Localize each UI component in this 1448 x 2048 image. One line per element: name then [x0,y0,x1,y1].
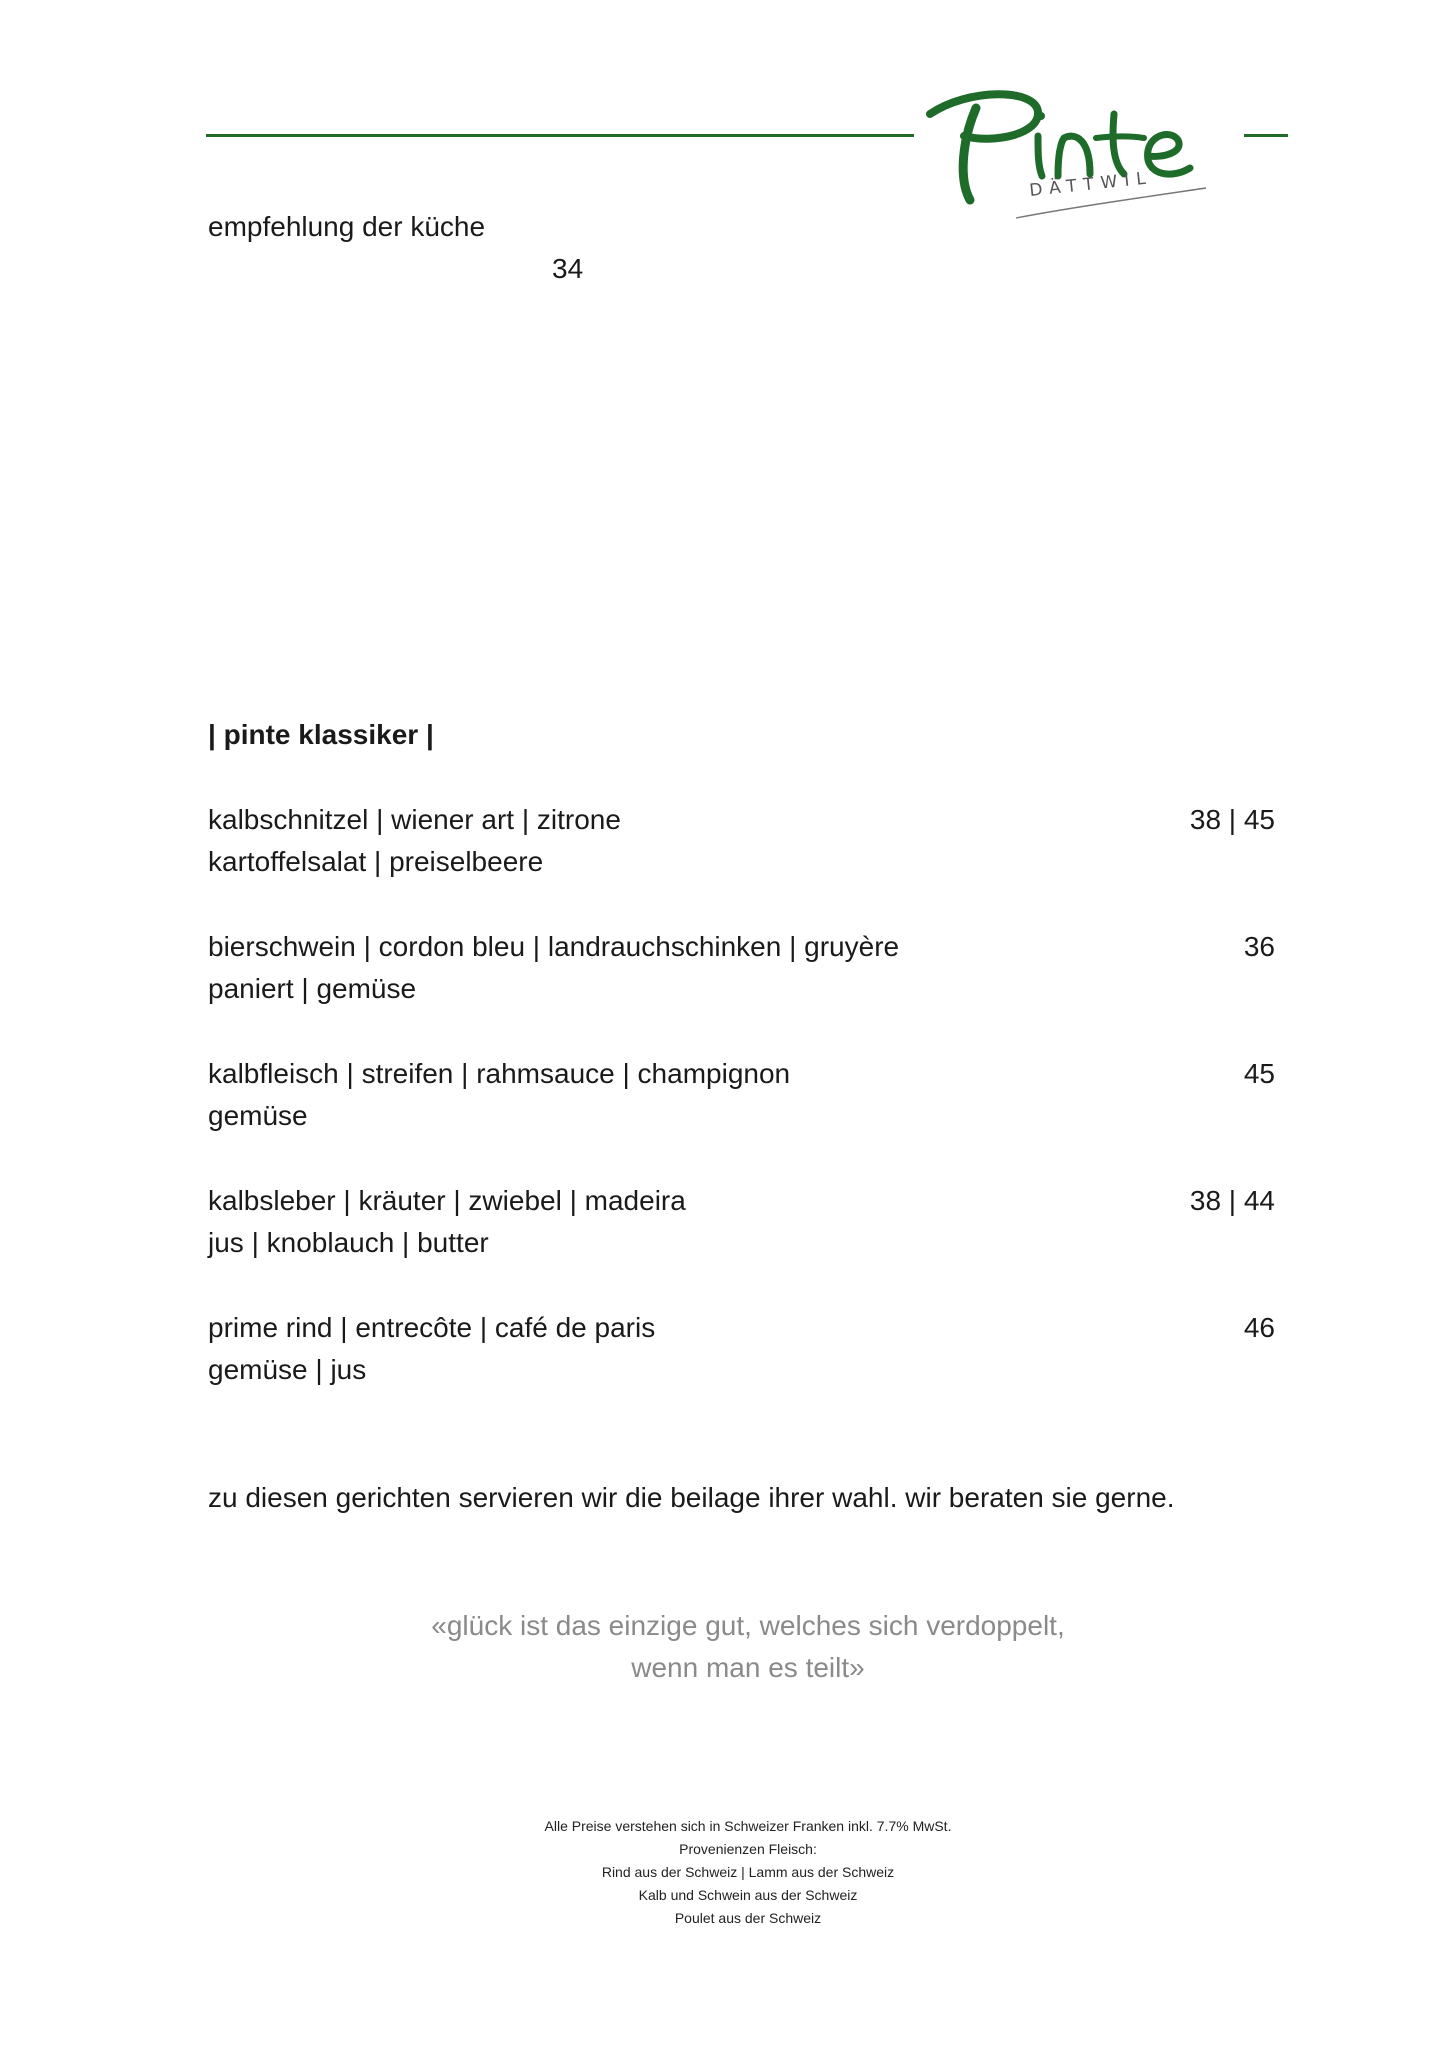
dish-sides: gemüse | jus [208,1354,367,1385]
dish-description: kalbfleisch | streifen | rahmsauce | champignon [208,1058,791,1089]
quote-line-2: wenn man es teilt» [631,1652,865,1683]
dish-sides: kartoffelsalat | preiselbeere [208,846,544,877]
footer-provenance-line: Poulet aus der Schweiz [674,1910,822,1926]
dish-description: bierschwein | cordon bleu | landrauchschinken | gruyère [208,931,900,962]
header-rule-left [206,134,914,137]
recommendation-label: empfehlung der küche [208,211,486,242]
dish-description: kalbsleber | kräuter | zwiebel | madeira [208,1185,686,1216]
footer-provenance-title: Provenienzen Fleisch: [679,1841,817,1857]
quote-line-1: «glück ist das einzige gut, welches sich verdoppelt, [431,1610,1065,1641]
logo-location: DÄTTWIL [1028,168,1154,201]
dish-price: 45 [1243,1058,1275,1089]
dish-description: prime rind | entrecôte | café de paris [208,1312,656,1343]
dish-sides: gemüse [208,1100,308,1131]
dish-price: 38 | 44 [1189,1185,1275,1216]
header-rule-right [1244,134,1288,137]
dish-sides: paniert | gemüse [208,973,417,1004]
section-title: | pinte klassiker | [208,719,434,750]
dish-sides: jus | knoblauch | butter [208,1227,489,1258]
dish-price: 36 [1243,931,1275,962]
footer-price-note: Alle Preise verstehen sich in Schweizer Franken inkl. 7.7% MwSt. [544,1818,952,1834]
pinte-logo [918,78,1228,228]
dish-description: kalbschnitzel | wiener art | zitrone [208,804,621,835]
recommendation-price: 34 [552,253,584,284]
dish-price: 46 [1243,1312,1275,1343]
side-dish-note: zu diesen gerichten servieren wir die beilage ihrer wahl. wir beraten sie gerne. [208,1482,1175,1513]
dish-price: 38 | 45 [1189,804,1275,835]
footer-provenance-line: Rind aus der Schweiz | Lamm aus der Schweiz [601,1864,895,1880]
footer-provenance-line: Kalb und Schwein aus der Schweiz [638,1887,858,1903]
